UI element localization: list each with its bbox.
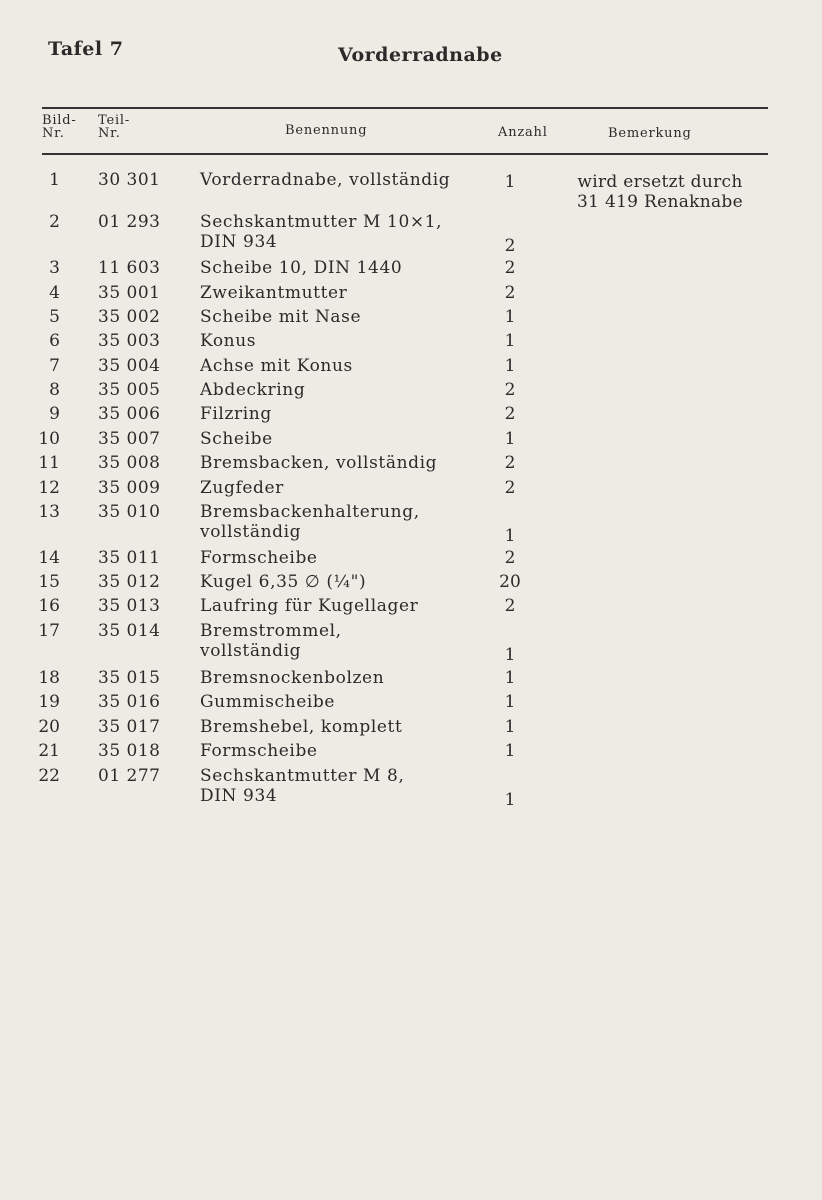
- benennung-cell: [200, 668, 500, 688]
- bild-nr-cell: 11: [38, 453, 60, 473]
- benennung-cell: [200, 212, 500, 252]
- teil-nr-cell: 35 016: [98, 692, 161, 712]
- benennung-cell: [200, 766, 500, 806]
- bild-nr-cell: 15: [38, 572, 60, 592]
- bild-nr-cell: 12: [38, 478, 60, 498]
- teil-nr-cell: 35 011: [98, 548, 161, 568]
- bild-nr-cell: 4: [49, 283, 60, 303]
- benennung-cell: [200, 258, 500, 278]
- bild-nr-cell: 19: [38, 692, 60, 712]
- teil-nr-cell: 35 010: [98, 502, 161, 522]
- bild-nr-cell: 16: [38, 596, 60, 616]
- benennung-cell: [200, 429, 500, 449]
- teil-nr-cell: 35 008: [98, 453, 161, 473]
- benennung-cell: [200, 478, 500, 498]
- bild-nr-cell: 22: [38, 766, 60, 786]
- benennung-line: Scheibe 10, DIN 1440: [200, 258, 403, 278]
- benennung-cell: [200, 283, 500, 303]
- anzahl-cell: 1: [504, 526, 516, 546]
- bild-nr-cell: 10: [38, 429, 60, 449]
- teil-nr-cell: 35 015: [98, 668, 161, 688]
- anzahl-cell: 20: [499, 572, 521, 592]
- header-teil-nr: Teil- Nr.: [98, 113, 131, 141]
- bild-nr-cell: 17: [38, 621, 60, 641]
- teil-nr-cell: 35 012: [98, 572, 161, 592]
- bild-nr-cell: 3: [49, 258, 60, 278]
- anzahl-cell: 2: [504, 596, 516, 616]
- teil-nr-cell: 30 301: [98, 170, 161, 190]
- anzahl-cell: 1: [504, 307, 516, 327]
- teil-nr-cell: 35 014: [98, 621, 161, 641]
- benennung-line: Bremsbacken, vollständig: [200, 453, 438, 473]
- bild-nr-cell: 7: [49, 356, 60, 376]
- benennung-cell: [200, 356, 500, 376]
- teil-nr-cell: 35 006: [98, 404, 161, 424]
- bemerkung-line: wird ersetzt durch: [577, 172, 743, 192]
- anzahl-cell: 1: [504, 741, 516, 761]
- benennung-line: Scheibe: [200, 429, 273, 449]
- plate-number: Tafel 7: [48, 38, 124, 60]
- anzahl-cell: 1: [504, 429, 516, 449]
- header-benennung: Benennung: [285, 123, 368, 138]
- teil-nr-cell: 35 017: [98, 717, 161, 737]
- benennung-line: Scheibe mit Nase: [200, 307, 362, 327]
- header-bemerkung: Bemerkung: [608, 126, 692, 141]
- bild-nr-cell: 9: [49, 404, 60, 424]
- benennung-line: Bremsbackenhalterung,: [200, 502, 420, 522]
- benennung-line: Sechskantmutter M 10×1,: [200, 212, 443, 232]
- anzahl-cell: 1: [504, 692, 516, 712]
- benennung-line: Achse mit Konus: [200, 356, 353, 376]
- anzahl-cell: 2: [504, 453, 516, 473]
- anzahl-cell: 2: [504, 258, 516, 278]
- table-header-rule: [42, 153, 768, 155]
- benennung-cell: [200, 621, 500, 661]
- benennung-cell: [200, 502, 500, 542]
- teil-nr-cell: 01 277: [98, 766, 161, 786]
- teil-nr-cell: 35 007: [98, 429, 161, 449]
- anzahl-cell: 2: [504, 236, 516, 256]
- benennung-line: Bremstrommel,: [200, 621, 342, 641]
- teil-nr-cell: 35 005: [98, 380, 161, 400]
- benennung-line: Abdeckring: [200, 380, 306, 400]
- teil-nr-cell: 35 001: [98, 283, 161, 303]
- bild-nr-cell: 18: [38, 668, 60, 688]
- bild-nr-cell: 5: [49, 307, 60, 327]
- anzahl-cell: 2: [504, 380, 516, 400]
- benennung-line: vollständig: [200, 522, 302, 542]
- anzahl-cell: 2: [504, 283, 516, 303]
- anzahl-cell: 2: [504, 404, 516, 424]
- anzahl-cell: 1: [504, 668, 516, 688]
- anzahl-cell: 1: [504, 356, 516, 376]
- header-bild-nr: Bild- Nr.: [42, 113, 77, 141]
- bild-nr-cell: 1: [49, 170, 60, 190]
- benennung-cell: [200, 453, 500, 473]
- bild-nr-cell: 21: [38, 741, 60, 761]
- teil-nr-cell: 35 018: [98, 741, 161, 761]
- page-title: Vorderradnabe: [338, 44, 503, 66]
- benennung-line: Formscheibe: [200, 548, 318, 568]
- benennung-line: Zweikantmutter: [200, 283, 348, 303]
- benennung-cell: [200, 692, 500, 712]
- benennung-line: Laufring für Kugellager: [200, 596, 419, 616]
- benennung-cell: [200, 307, 500, 327]
- benennung-cell: [200, 331, 500, 351]
- benennung-line: DIN 934: [200, 232, 278, 252]
- bemerkung-cell: [560, 172, 760, 212]
- anzahl-cell: 2: [504, 548, 516, 568]
- benennung-cell: [200, 548, 500, 568]
- anzahl-cell: 2: [504, 478, 516, 498]
- bild-nr-cell: 8: [49, 380, 60, 400]
- benennung-cell: [200, 741, 500, 761]
- benennung-cell: [200, 572, 500, 592]
- benennung-line: Sechskantmutter M 8,: [200, 766, 405, 786]
- bild-nr-cell: 6: [49, 331, 60, 351]
- benennung-line: Formscheibe: [200, 741, 318, 761]
- benennung-cell: [200, 404, 500, 424]
- anzahl-cell: 1: [504, 790, 516, 810]
- anzahl-cell: 1: [504, 645, 516, 665]
- teil-nr-cell: 11 603: [98, 258, 161, 278]
- header-anzahl: Anzahl: [498, 125, 548, 140]
- teil-nr-cell: 35 004: [98, 356, 161, 376]
- teil-nr-cell: 35 003: [98, 331, 161, 351]
- anzahl-cell: 1: [504, 717, 516, 737]
- teil-nr-cell: 01 293: [98, 212, 161, 232]
- teil-nr-cell: 35 002: [98, 307, 161, 327]
- benennung-line: DIN 934: [200, 786, 278, 806]
- anzahl-cell: 1: [504, 172, 516, 192]
- bild-nr-cell: 2: [49, 212, 60, 232]
- benennung-cell: [200, 717, 500, 737]
- bild-nr-cell: 13: [38, 502, 60, 522]
- bild-nr-cell: 20: [38, 717, 60, 737]
- bild-nr-cell: 14: [38, 548, 60, 568]
- benennung-line: Vorderradnabe, vollständig: [200, 170, 451, 190]
- benennung-line: Bremshebel, komplett: [200, 717, 403, 737]
- teil-nr-cell: 35 013: [98, 596, 161, 616]
- benennung-line: Kugel 6,35 ∅ (¼"): [200, 572, 367, 592]
- bemerkung-line: 31 419 Renaknabe: [577, 192, 743, 212]
- benennung-line: Konus: [200, 331, 257, 351]
- benennung-line: Filzring: [200, 404, 272, 424]
- benennung-line: Gummischeibe: [200, 692, 336, 712]
- teil-nr-cell: 35 009: [98, 478, 161, 498]
- benennung-line: Zugfeder: [200, 478, 284, 498]
- benennung-line: vollständig: [200, 641, 302, 661]
- benennung-line: Bremsnockenbolzen: [200, 668, 385, 688]
- anzahl-cell: 1: [504, 331, 516, 351]
- table-top-rule: [42, 107, 768, 109]
- benennung-cell: [200, 596, 500, 616]
- benennung-cell: [200, 380, 500, 400]
- benennung-cell: [200, 170, 500, 190]
